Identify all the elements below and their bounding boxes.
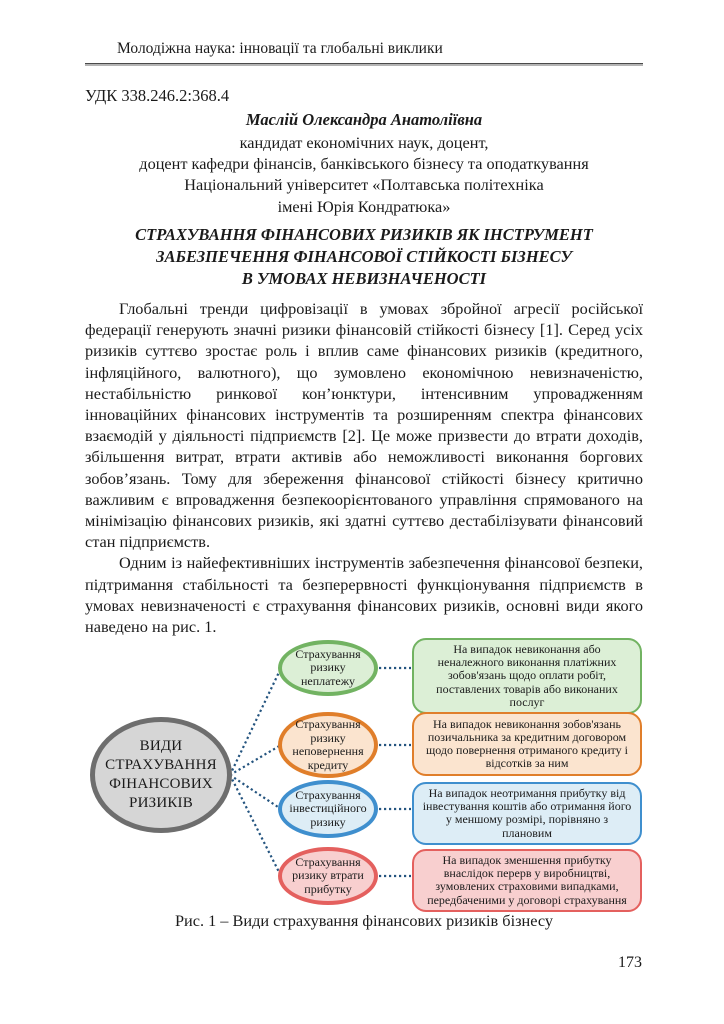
desc-box-text: На випадок неотримання прибутку від інвестування коштів або отримання його у меншому розмірі, порівняно з плановим	[422, 786, 632, 840]
type-node-label: Страхування ризику втрати прибутку	[292, 854, 364, 896]
page-number: 173	[618, 954, 642, 971]
root-node-types-of-insurance	[90, 717, 232, 833]
author-affiliation	[85, 132, 643, 217]
author-line: імені Юрія Кондратюка»	[277, 196, 451, 216]
author-line: доцент кафедри фінансів, банківського бізнесу та оподаткування	[139, 154, 589, 174]
article-body	[85, 298, 643, 637]
desc-box-profit-loss-risk	[412, 849, 642, 912]
paragraph: Глобальні тренди цифровізації в умовах збройної агресії російської федерації генерують значні ризики фінансовій стійкості бізнесу [1]. Серед усіх ризиків суттєво зростає роль і вплив саме фінансових ризиків (кредитного, інфляційного, валютного), що зумовлено економічною невизначеністю, нестабільністю ринкової кон’юнктури, інтенсивним упровадженням інноваційних фінансових інструментів та розширенням спектра фінансових взаємодій у діяльності підприємств [2]. Це може призвести до втрати доходів, збільшення витрат, втрати активів або неможливості виконання боргових зобов’язань. Тому для збереження фінансової стійкості бізнесу критично важливим є впровадження безпекоорієнтованого управління спрямованого на мінімізацію фінансових ризиків, які здатні суттєво дестабілізувати фінансовий стан підприємств.	[85, 299, 643, 552]
desc-box-loan-nonrepayment-risk	[412, 712, 642, 776]
type-node-label: Страхування інвестиційного ризику	[289, 787, 367, 829]
author-line: кандидат економічних наук, доцент,	[239, 133, 489, 152]
title-line: В УМОВАХ НЕВИЗНАЧЕНОСТІ	[241, 269, 487, 288]
root-node-label: ВИДИ СТРАХУВАННЯ ФІНАНСОВИХ РИЗИКІВ	[105, 738, 217, 811]
type-node-label: Страхування ризику неплатежу	[295, 646, 361, 688]
desc-box-text: На випадок зменшення прибутку внаслідок перерв у виробництві, зумовлених страховими випадками, передбаченими у договорі страхування	[427, 853, 627, 907]
paragraph: Одним із найефективніших інструментів забезпечення фінансової безпеки, підтримання стабільності та безперервності функціонування підприємств в умовах невизначеності є страхування фінансових ризиків, основні види якого наведено на рис. 1.	[85, 553, 643, 637]
type-node-label: Страхування ризику неповернення кредиту	[292, 717, 364, 772]
title-line: СТРАХУВАННЯ ФІНАНСОВИХ РИЗИКІВ ЯК ІНСТРУМЕНТ	[135, 225, 593, 244]
desc-box-text: На випадок невиконання або неналежного виконання платіжних зобов'язань щодо оплати робіт, поставлених товарів або виконаних послуг	[436, 642, 618, 709]
udc-code: УДК 338.246.2:368.4	[85, 86, 230, 105]
journal-title: Молодіжна наука: інновації та глобальні виклики	[117, 40, 443, 57]
desc-box-text: На випадок невиконання зобов'язань позичальника за кредитним договором щодо повернення отриманого кредиту і відсотків за ним	[426, 716, 628, 771]
running-header	[85, 38, 643, 64]
desc-box-investment-risk	[412, 782, 642, 845]
author-name: Маслій Олександра Анатоліївна	[245, 110, 483, 129]
article-title	[85, 224, 643, 290]
type-node-loan-nonrepayment-risk	[278, 712, 378, 778]
type-node-profit-loss-risk	[278, 847, 378, 905]
figure-caption: Рис. 1 – Види страхування фінансових ризиків бізнесу	[174, 911, 554, 930]
desc-box-nonpayment-risk	[412, 638, 642, 714]
type-node-investment-risk	[278, 780, 378, 838]
figure-risk-types-diagram	[85, 630, 643, 920]
title-line: ЗАБЕЗПЕЧЕННЯ ФІНАНСОВОЇ СТІЙКОСТІ БІЗНЕСУ	[156, 247, 572, 266]
type-node-nonpayment-risk	[278, 640, 378, 696]
author-line: Національний університет «Полтавська політехніка	[184, 175, 544, 195]
